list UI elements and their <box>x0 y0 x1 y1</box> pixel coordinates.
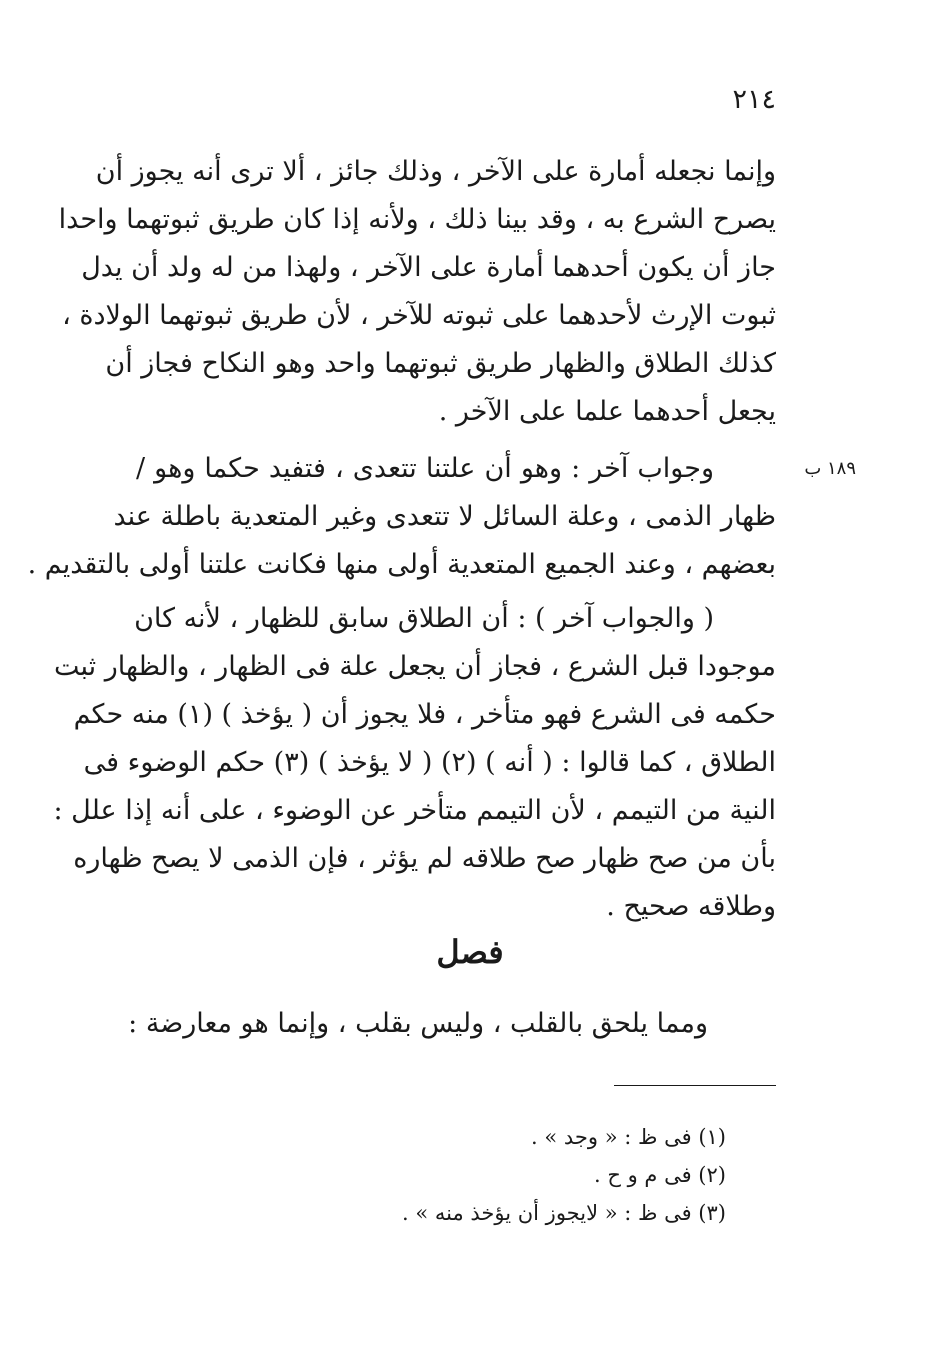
footnote-divider <box>614 1085 776 1086</box>
section-text: ومما يلحق بالقلب ، وليس بقلب ، وإنما هو معارضة : <box>128 1008 708 1039</box>
text-line: بعضهم ، وعند الجميع المتعدية أولى منها فكانت علتنا أولى بالتقديم . <box>27 549 776 580</box>
text-line: موجودا قبل الشرع ، فجاز أن يجعل علة فى الظهار ، والظهار ثبت <box>54 651 776 682</box>
text-line: بأن من صح ظهار صح طلاقه لم يؤثر ، فإن الذمى لا يصح ظهاره <box>73 843 776 874</box>
text-line: يصرح الشرع به ، وقد بينا ذلك ، ولأنه إذا كان طريق ثبوتهما واحدا <box>58 204 776 235</box>
text-line: الطلاق ، كما قالوا : ( أنه ) (٢) ( لا يؤخذ ) (٣) حكم الوضوء فى <box>83 747 776 778</box>
page-number: ٢١٤ <box>732 84 776 115</box>
footnotes <box>380 1118 726 1232</box>
paragraph-3 <box>53 595 776 931</box>
footnote: (٣) فى ظ : « لايجوز أن يؤخذ منه » . <box>401 1201 726 1225</box>
section-heading: فصل <box>436 933 504 971</box>
text-line: ( والجواب آخر ) : أن الطلاق سابق للظهار ، لأنه كان <box>134 603 714 634</box>
text-line: النية من التيمم ، لأن التيمم متأخر عن الوضوء ، على أنه إذا علل : <box>53 795 776 826</box>
text-line: ظهار الذمى ، وعلة السائل لا تتعدى وغير المتعدية باطلة عند <box>113 501 776 532</box>
text-line: حكمه فى الشرع فهو متأخر ، فلا يجوز أن ( يؤخذ ) (١) منه حكم <box>73 699 776 730</box>
text-line: يجعل أحدهما علما على الآخر . <box>438 396 776 427</box>
footnote: (١) فى ظ : « وجد » . <box>531 1125 726 1149</box>
text-line: وطلاقه صحيح . <box>606 891 776 922</box>
text-line: جاز أن يكون أحدهما أمارة على الآخر ، ولهذا من له ولد أن يدل <box>81 252 776 283</box>
text-line: وجواب آخر : وهو أن علتنا تتعدى ، فتفيد حكما وهو / <box>136 453 714 484</box>
paragraph-1 <box>58 148 776 436</box>
paragraph-2 <box>27 445 776 589</box>
text-line: كذلك الطلاق والظهار طريق ثبوتهما واحد وهو النكاح فجاز أن <box>105 348 776 379</box>
manuscript-folio-note: ١٨٩ ب <box>804 458 856 479</box>
footnote: (٢) فى م و ح . <box>594 1163 726 1187</box>
text-line: ثبوت الإرث لأحدهما على ثبوته للآخر ، لأن طريق ثبوتهما الولادة ، <box>62 300 776 331</box>
text-line: وإنما نجعله أمارة على الآخر ، وذلك جائز ، ألا ترى أنه يجوز أن <box>95 156 776 187</box>
